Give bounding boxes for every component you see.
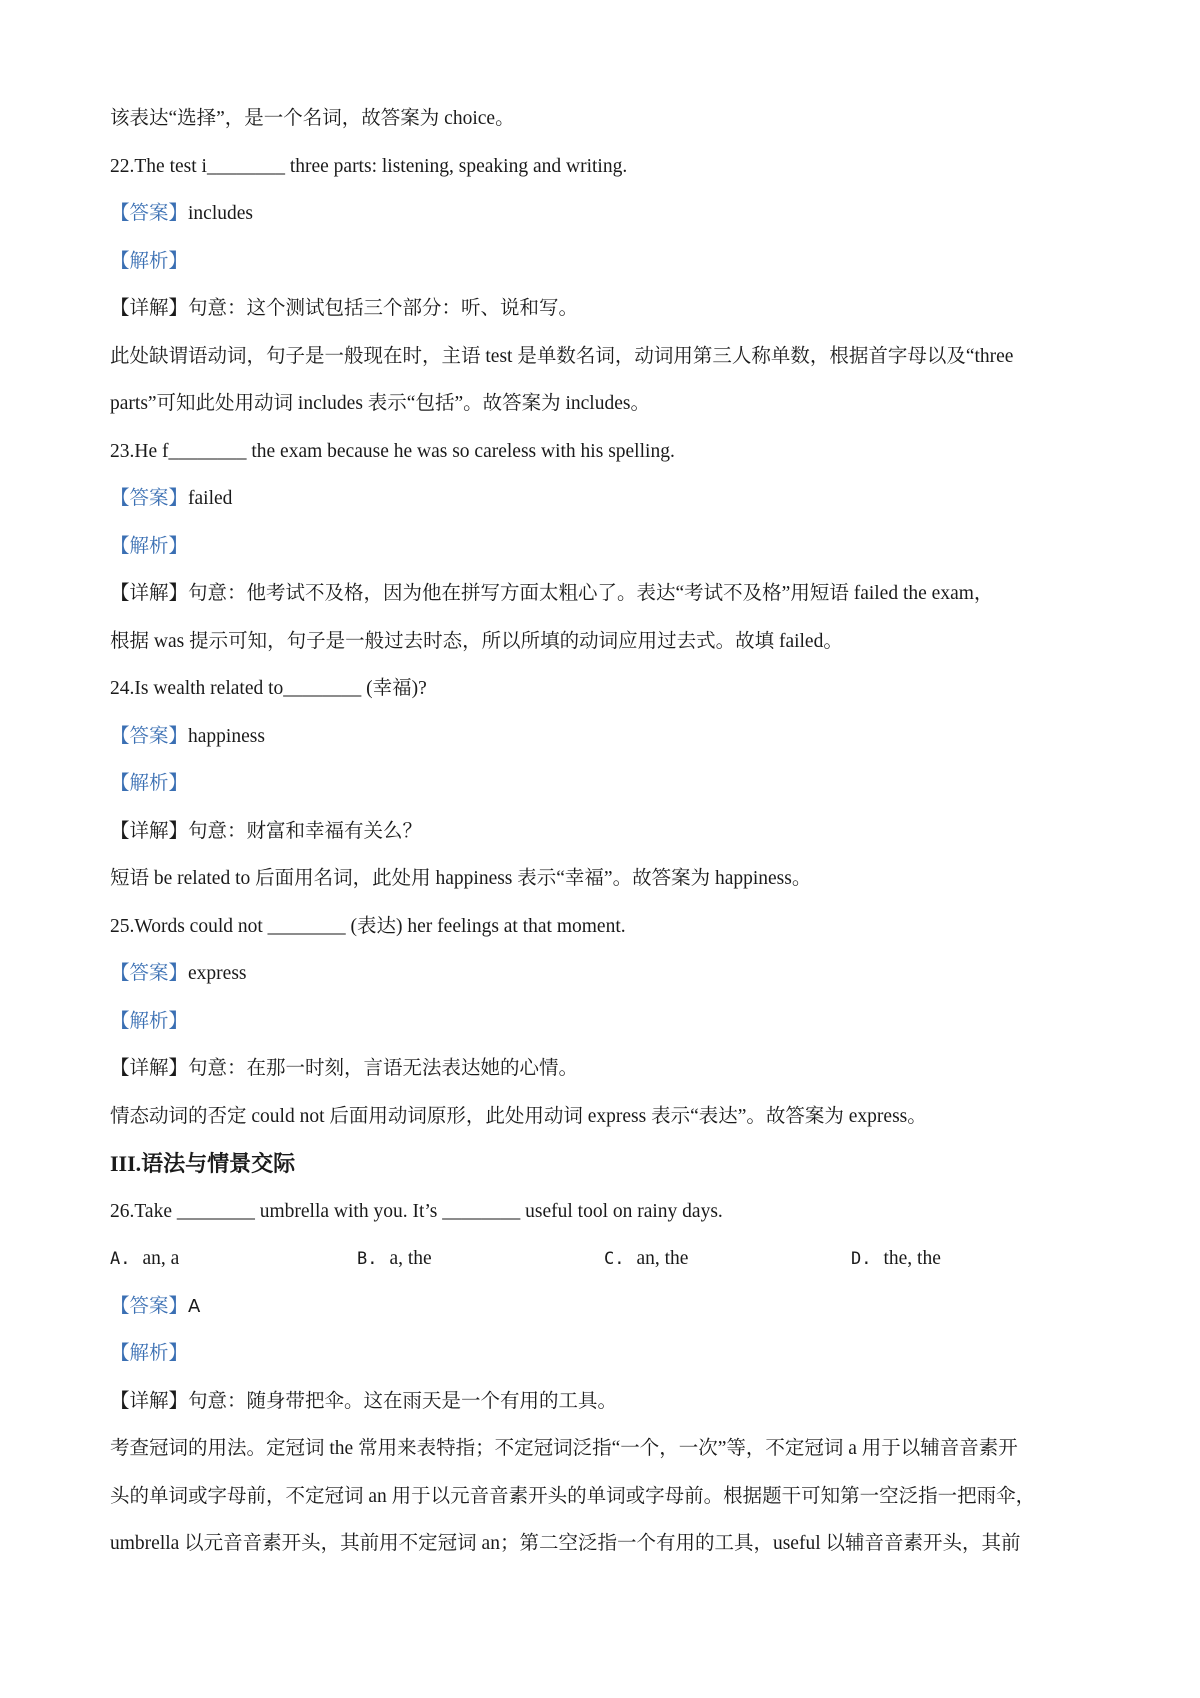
detail-line [110,1378,1100,1426]
analysis-line [110,238,1100,286]
analysis-tag: 【解析】 [110,250,189,272]
section-heading: III.语法与情景交际 [110,1151,296,1176]
option-text: a, the [389,1248,432,1269]
answer-tag: 【答案】 [110,1295,189,1317]
analysis-tag: 【解析】 [110,1010,189,1032]
detail-text: 句意：这个测试包括三个部分：听、说和写。 [188,298,579,319]
answer-value: express [188,963,247,984]
option-c [604,1235,851,1283]
detail-line [110,808,1100,856]
detail-text: 句意：随身带把伞。这在雨天是一个有用的工具。 [188,1390,618,1412]
analysis-tag: 【解析】 [110,535,189,557]
option-d [851,1235,1098,1283]
detail-tag: 【详解】 [110,1058,189,1079]
explanation-line: 此处缺谓语动词，句子是一般现在时，主语 test 是单数名词，动词用第三人称单数，根据首字母以及“three [110,345,1014,367]
question-23: 23.He f________ the exam because he was so careless with his spelling. [110,440,675,462]
option-letter: B. [357,1249,378,1269]
analysis-tag: 【解析】 [110,773,189,794]
answer-tag: 【答案】 [110,963,189,984]
detail-line [110,285,1100,333]
analysis-line [110,998,1100,1046]
answer-line [110,190,1100,238]
option-a [110,1235,357,1283]
analysis-line [110,1330,1100,1378]
explanation-line: 情态动词的否定 could not 后面用动词原形，此处用动词 express 表示“表达”。故答案为 express。 [110,1105,927,1127]
explanation-line: parts”可知此处用动词 includes 表示“包括”。故答案为 includes。 [110,393,650,414]
answer-value: includes [188,203,253,224]
option-text: an, the [636,1248,689,1269]
option-b [357,1235,604,1283]
detail-line [110,1045,1100,1093]
answer-tag: 【答案】 [110,203,189,224]
detail-text: 句意：财富和幸福有关么？ [188,820,423,842]
explanation-line: 头的单词或字母前，不定冠词 an 用于以元音音素开头的单词或字母前。根据题干可知第一空泛指一把雨伞， [110,1485,1036,1507]
answer-value: happiness [188,725,265,747]
answer-value: failed [188,488,233,509]
explanation-line: umbrella 以元音音素开头，其前用不定冠词 an；第二空泛指一个有用的工具，useful 以辅音音素开头，其前 [110,1533,1021,1554]
question-25: 25.Words could not ________ (表达) her feelings at that moment. [110,915,626,937]
text-line: 该表达“选择”，是一个名词，故答案为 choice。 [110,108,515,129]
answer-line [110,1283,1100,1331]
answer-line [110,950,1100,998]
document-content [110,95,1100,1568]
detail-tag: 【详解】 [110,583,189,604]
detail-tag: 【详解】 [110,298,189,319]
detail-text: 句意：在那一时刻，言语无法表达她的心情。 [188,1058,579,1079]
answer-line [110,475,1100,523]
option-letter: A. [110,1249,131,1269]
question-24: 24.Is wealth related to________ (幸福)? [110,678,427,699]
option-letter: C. [604,1249,625,1269]
explanation-line: 短语 be related to 后面用名词，此处用 happiness 表示“幸福”。故答案为 happiness。 [110,868,812,889]
detail-tag: 【详解】 [110,820,189,842]
option-text: the, the [883,1248,941,1269]
analysis-line [110,523,1100,571]
detail-line [110,570,1100,618]
options-row [110,1235,1100,1283]
answer-value: A [188,1295,201,1317]
question-22: 22.The test i________ three parts: listening, speaking and writing. [110,155,628,177]
answer-tag: 【答案】 [110,725,189,747]
detail-tag: 【详解】 [110,1390,189,1412]
answer-tag: 【答案】 [110,488,189,509]
option-letter: D. [851,1249,872,1269]
answer-line [110,713,1100,761]
explanation-line: 根据 was 提示可知，句子是一般过去时态，所以所填的动词应用过去式。故填 failed。 [110,630,843,652]
question-26: 26.Take ________ umbrella with you. It’s ________ useful tool on rainy days. [110,1200,723,1222]
option-text: an, a [142,1248,180,1269]
analysis-line [110,760,1100,808]
analysis-tag: 【解析】 [110,1343,189,1364]
detail-text: 句意：他考试不及格，因为他在拼写方面太粗心了。表达“考试不及格”用短语 failed the exam， [188,583,994,604]
explanation-line: 考查冠词的用法。定冠词 the 常用来表特指；不定冠词泛指“一个，一次”等，不定冠词 a 用于以辅音音素开 [110,1438,1018,1459]
